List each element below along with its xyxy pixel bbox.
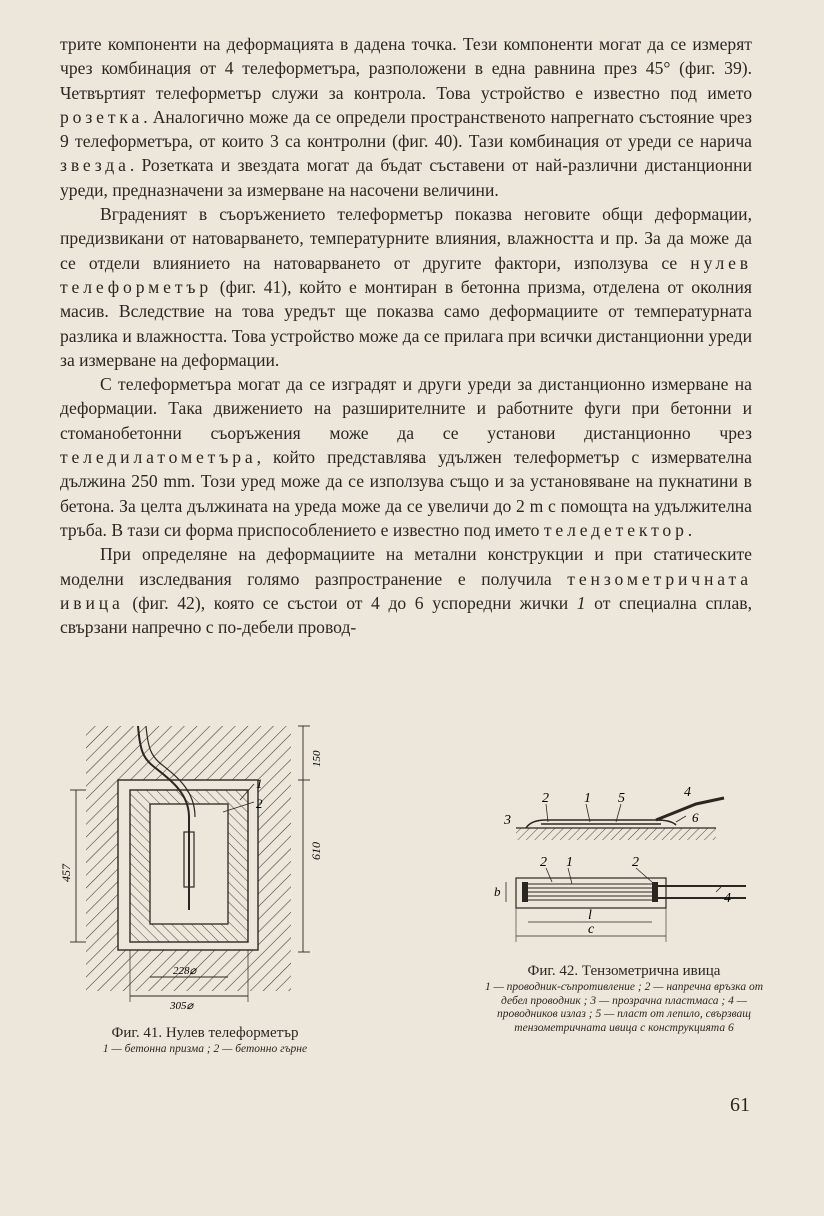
fig42-label-2-top: 2 bbox=[542, 791, 549, 806]
text-run: от специална сплав, свързани напречно с по-дебели провод- bbox=[60, 592, 752, 638]
emphasized-term: розетка bbox=[60, 106, 144, 127]
paragraph bbox=[60, 542, 752, 639]
fig42-label-3: 3 bbox=[504, 813, 511, 828]
figure-42-caption-block bbox=[478, 962, 770, 1035]
text-run: (фиг. 42), която се състои от 4 до 6 успоредни жички bbox=[123, 592, 577, 613]
fig41-dim-150: 150 bbox=[311, 750, 323, 767]
fig42-label-c: c bbox=[588, 922, 595, 937]
fig42-label-1-plan: 1 bbox=[566, 855, 573, 870]
fig42-label-4-plan: 4 bbox=[724, 891, 731, 906]
fig41-label-2: 2 bbox=[256, 796, 263, 811]
fig42-label-1-top: 1 bbox=[584, 791, 591, 806]
text-run: 1 bbox=[576, 592, 586, 613]
figure-41-caption: Фиг. 41. Нулев телеформетър bbox=[111, 1025, 299, 1041]
figure-41-legend: 1 — бетонна призма ; 2 — бетонно гърне bbox=[102, 1043, 308, 1055]
text-run: трите компоненти на деформацията в дадена точка. Тези компоненти могат да се измерят чрез комбинация от 4 телеформетъра, разположени в една равнина през 45° (фиг. 39). Четвъртият телеформетър служи за контрола. Това устройство е известно под името bbox=[60, 34, 752, 103]
figure-41-drawing bbox=[58, 712, 348, 1012]
emphasized-term: тензометричната ивица bbox=[60, 568, 752, 613]
fig41-dim-610: 610 bbox=[309, 842, 323, 860]
text-run: . bbox=[687, 519, 693, 540]
fig41-dim-228: 228⌀ bbox=[173, 965, 197, 977]
paragraph bbox=[60, 202, 752, 372]
fig42-label-b: b bbox=[494, 884, 501, 899]
fig42-label-l: l bbox=[588, 908, 592, 923]
figure-41-caption-block bbox=[60, 1024, 350, 1057]
text-run: (фиг. 41), който е монтиран в бетонна призма, отделена от околния масив. Вследствие на това уредът ще показва само деформациите от температурната разлика и влажността. Това устройство може да се прилага при всички дистанционни уреди за измерване на деформации. bbox=[60, 276, 752, 370]
paragraph bbox=[60, 372, 752, 542]
text-run: , който представлява удължен телеформетър с измервателна дължина 250 mm. Този уред може да се използува също и за установяване на пукнатини в бетона. За целта дължината на уреда може да се увеличи до 2 m с помощта на удължителна тръба. В тази си форма приспособлението е известно под името bbox=[60, 447, 752, 540]
emphasized-term: теледетектор bbox=[543, 519, 688, 540]
fig42-label-6: 6 bbox=[692, 810, 699, 825]
fig41-dim-457: 457 bbox=[59, 864, 73, 882]
fig41-label-1: 1 bbox=[256, 776, 263, 791]
body-text bbox=[60, 32, 752, 639]
emphasized-term: теледилатометъра bbox=[60, 447, 257, 468]
text-run: . Аналогично може да се определи пространственото напрегнато състояние чрез 9 телеформетъра, от които 3 са контролни (фиг. 40). Тази комбинация от уреди се нарича bbox=[60, 106, 752, 152]
fig42-label-2-plan-right: 2 bbox=[632, 855, 639, 870]
fig42-label-2-plan-left: 2 bbox=[540, 855, 547, 870]
fig42-label-5: 5 bbox=[618, 791, 625, 806]
paragraph bbox=[60, 32, 752, 202]
emphasized-term: звезда bbox=[60, 155, 130, 176]
text-run: Вграденият в съоръжението телеформетър показва неговите общи деформации, предизвикани от натоварването, температурните влияния, влажността и пр. За да може да се отдели влиянието на натоварването от другите фактори, използува се bbox=[60, 204, 752, 273]
figure-42-caption: Фиг. 42. Тензометрична ивица bbox=[527, 963, 721, 979]
page-number: 61 bbox=[730, 1094, 750, 1116]
text-run: При определяне на деформациите на метални конструкции и при статическите моделни изследвания голямо разпространение е получила bbox=[60, 544, 752, 589]
fig41-dim-305: 305⌀ bbox=[170, 1000, 194, 1012]
fig42-label-4-top: 4 bbox=[684, 785, 691, 800]
emphasized-term: нулев телеформетър bbox=[60, 252, 752, 297]
figure-42-drawing bbox=[486, 778, 756, 968]
text-run: . Розетката и звездата могат да бъдат съставени от най-различни дистанционни уреди, предназначени за измерване на насочени величини. bbox=[60, 155, 752, 200]
figure-42-legend: 1 — проводник-съпротивление ; 2 — напречна връзка от дебел проводник ; 3 — прозрачна пластмаса ; 4 — проводников излаз ; 5 — пласт от лепило, свързващ тензометричната ивица с конструкцията 6 bbox=[484, 981, 764, 1034]
text-run: С телеформетъра могат да се изградят и други уреди за дистанционно измерване на деформации. Така движението на разширителните и работните фуги при бетонни и стоманобетонни съоръжения може да се установи дистанционно чрез bbox=[60, 374, 752, 443]
